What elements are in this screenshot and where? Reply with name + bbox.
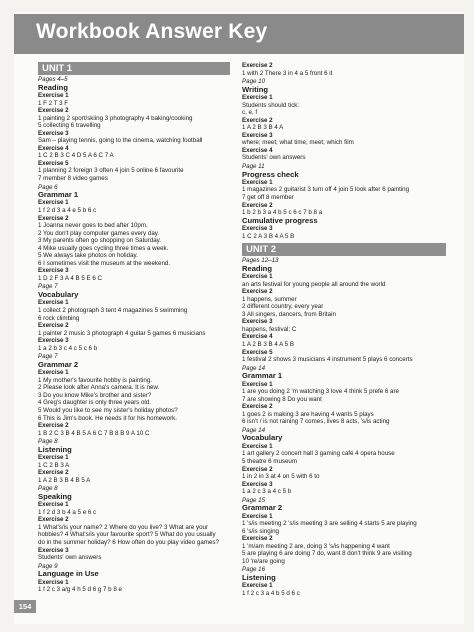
page-title: Workbook Answer Key xyxy=(36,20,268,43)
answer-line: 6 's/is singing xyxy=(242,527,279,535)
answer-line: 1 'm/am meeting 2 are, doing 3 's/is happening 4 want xyxy=(242,542,390,550)
page-reference: Page 6 xyxy=(38,183,58,191)
exercise-label: Exercise 3 xyxy=(38,337,69,345)
exercise-label: Exercise 1 xyxy=(38,369,69,377)
answer-line: 5 Would you like to see my sister's holiday photos? xyxy=(38,406,178,414)
answer-line: 1 My mother's favourite hobby is painting. xyxy=(38,376,152,384)
section-heading: Grammar 2 xyxy=(242,504,283,513)
answer-line: 1 f 2 c 3 a/g 4 h 5 d 6 g 7 b 8 e xyxy=(38,586,122,594)
exercise-label: Exercise 4 xyxy=(242,333,273,341)
answer-line: Students' own answers xyxy=(242,154,306,162)
exercise-label: Exercise 1 xyxy=(38,199,69,207)
section-heading: Reading xyxy=(38,83,68,92)
section-heading: Language in Use xyxy=(38,570,99,579)
page-reference: Page 9 xyxy=(38,562,58,570)
exercise-label: Exercise 3 xyxy=(38,129,69,137)
answer-line: do in the summer holiday? 6 How often do you play video games? xyxy=(38,538,219,546)
answer-line: 1 b 2 b 3 a 4 b 5 c 6 c 7 b 8 a xyxy=(242,209,323,217)
answer-line: Students' own answers xyxy=(38,554,102,562)
exercise-label: Exercise 1 xyxy=(242,273,273,281)
exercise-label: Exercise 4 xyxy=(38,144,69,152)
exercise-label: Exercise 2 xyxy=(38,422,69,430)
answer-line: 5 are playing 6 are doing 7 do, want 8 don't think 9 are visiting xyxy=(242,550,412,558)
page-reference: Page 10 xyxy=(242,78,266,86)
section-heading: Vocabulary xyxy=(242,434,283,443)
answer-line: 6 I sometimes visit the museum at the weekend. xyxy=(38,259,171,267)
answer-line: Students should tick: xyxy=(242,101,300,109)
section-heading: Vocabulary xyxy=(38,291,79,300)
answer-line: 1 f 2 d 3 a 4 e 5 b 6 c xyxy=(38,207,97,215)
page-reference: Page 14 xyxy=(242,426,266,434)
answer-line: 1 B 2 C 3 B 4 B 5 A 6 C 7 B 8 B 9 A 10 C xyxy=(38,429,150,437)
answer-line: 5 collecting 6 travelling xyxy=(38,122,101,130)
answer-line: happens, festival; C xyxy=(242,325,297,333)
answer-line: 1 What's/is your name? 2 Where do you live? 3 What are your xyxy=(38,523,209,531)
exercise-label: Exercise 2 xyxy=(242,465,273,473)
answer-line: 1 F 2 T 3 F xyxy=(38,99,69,107)
section-heading: Grammar 2 xyxy=(38,360,79,369)
answer-line: 1 D 2 F 3 A 4 B 5 E 6 C xyxy=(38,274,102,282)
page-reference: Page 14 xyxy=(242,364,266,372)
exercise-label: Exercise 4 xyxy=(242,146,273,154)
title-banner xyxy=(14,14,464,54)
answer-line: 1 magazines 2 guitarist 3 turn off 4 join 5 look after 6 painting xyxy=(242,186,410,194)
answer-line: 3 My parents often go shopping on Saturday. xyxy=(38,237,162,245)
answer-line: 1 Joanna never goes to bed after 10pm. xyxy=(38,222,148,230)
left-answer-column xyxy=(38,62,230,594)
unit-heading: UNIT 2 xyxy=(242,243,446,256)
exercise-label: Exercise 1 xyxy=(38,299,69,307)
section-heading: Reading xyxy=(242,264,272,273)
exercise-label: Exercise 3 xyxy=(242,480,273,488)
answer-line: 1 planning 2 foreign 3 often 4 join 5 online 6 favourite xyxy=(38,167,184,175)
exercise-label: Exercise 2 xyxy=(38,469,69,477)
unit-heading: UNIT 1 xyxy=(38,62,230,75)
exercise-label: Exercise 1 xyxy=(38,501,69,509)
exercise-label: Exercise 2 xyxy=(242,288,273,296)
answer-line: 1 are you doing 2 'm watching 3 love 4 think 5 prefe 6 are xyxy=(242,388,399,396)
answer-line: 4 Greg's daughter is only three years old. xyxy=(38,399,151,407)
page-reference: Pages 4–5 xyxy=(38,76,68,83)
exercise-label: Exercise 2 xyxy=(38,516,69,524)
answer-line: 2 You don't play computer games every day. xyxy=(38,229,160,237)
section-heading: Writing xyxy=(242,85,269,94)
exercise-label: Exercise 1 xyxy=(38,454,69,462)
exercise-label: Exercise 2 xyxy=(242,201,273,209)
answer-line: 1 festival 2 shows 3 musicians 4 instrument 5 plays 6 concerts xyxy=(242,356,413,364)
page-reference: Page 8 xyxy=(38,485,58,493)
exercise-label: Exercise 1 xyxy=(242,178,273,186)
exercise-label: Exercise 2 xyxy=(38,107,69,115)
exercise-label: Exercise 1 xyxy=(38,91,69,99)
exercise-label: Exercise 3 xyxy=(38,546,69,554)
answer-line: 1 with 2 There 3 in 4 a 5 front 6 it xyxy=(242,69,333,77)
exercise-label: Exercise 2 xyxy=(242,403,273,411)
answer-line: 1 A 2 B 3 B 4 A xyxy=(242,124,284,132)
answer-line: 1 A 2 B 3 B 4 B 5 A xyxy=(38,476,91,484)
page-reference: Page 11 xyxy=(242,162,265,170)
right-answer-column xyxy=(242,62,454,598)
answer-line: where; meet; what time, meet; which film xyxy=(242,139,354,147)
answer-line: 6 This is Jim's book. He needs it for his homework. xyxy=(38,414,177,422)
answer-line: 1 C 2 B 3 A xyxy=(38,461,70,469)
answer-line: Sam – playing tennis, going to the cinema, watching football xyxy=(38,137,203,145)
answer-line: 3 All singers, dancers, from Britain xyxy=(242,310,336,318)
exercise-label: Exercise 1 xyxy=(242,512,273,520)
answer-line: an arts festival for young people all around the world xyxy=(242,280,386,288)
exercise-label: Exercise 2 xyxy=(242,62,273,69)
exercise-label: Exercise 3 xyxy=(38,267,69,275)
answer-line: 10 're/are going xyxy=(242,557,285,565)
answer-line: 3 Do you know Mike's brother and sister? xyxy=(38,391,152,399)
section-heading: Speaking xyxy=(38,492,72,501)
answer-line: 2 Please look after Anna's camera. It is new. xyxy=(38,384,160,392)
exercise-label: Exercise 1 xyxy=(242,582,273,590)
page-reference: Page 7 xyxy=(38,283,58,291)
section-heading: Listening xyxy=(38,445,72,454)
exercise-label: Exercise 1 xyxy=(242,380,273,388)
answer-line: 1 goes 2 is making 3 are having 4 wants 5 plays xyxy=(242,410,374,418)
answer-line: 1 f 2 d 3 b 4 a 5 e 6 c xyxy=(38,508,97,516)
answer-line: hobbies? 4 What's/is your favourite sport? 5 What do you usually xyxy=(38,531,216,539)
section-heading: Cumulative progress xyxy=(242,216,318,225)
answer-line: 7 get off 8 member xyxy=(242,194,294,202)
exercise-label: Exercise 3 xyxy=(242,318,273,326)
answer-line: 1 collect 2 photograph 3 tent 4 magazines 5 swimming xyxy=(38,306,188,314)
page-reference: Pages 12–13 xyxy=(242,257,279,265)
answer-line: 5 theatre 6 museum xyxy=(242,457,298,465)
section-heading: Grammar 1 xyxy=(38,191,79,200)
answer-line: 6 rock climbing xyxy=(38,314,80,322)
answer-line: 1 C 2 A 3 B 4 A 5 B xyxy=(242,232,295,240)
answer-line: 1 C 2 B 3 C 4 D 5 A 6 C 7 A xyxy=(38,152,114,160)
section-heading: Grammar 1 xyxy=(242,372,283,381)
page-reference: Page 8 xyxy=(38,438,58,446)
answer-line: 1 's/is meeting 2 's/is meeting 3 are selling 4 starts 5 are playing xyxy=(242,520,417,528)
answer-line: 6 isn't / is not raining 7 comes, lives 8 acts, 's/is acting xyxy=(242,418,390,426)
answer-line: 2 different country, every year xyxy=(242,303,324,311)
exercise-label: Exercise 3 xyxy=(242,225,273,233)
answer-line: 4 Mike usually goes cycling three times a week. xyxy=(38,244,169,252)
answer-line: 1 a 2 b 3 c 4 c 5 c 6 b xyxy=(38,344,98,352)
answer-line: 1 in 2 in 3 at 4 on 5 with 6 to xyxy=(242,473,320,481)
answer-line: 1 happens, summer xyxy=(242,295,297,303)
exercise-label: Exercise 1 xyxy=(242,94,273,102)
exercise-label: Exercise 2 xyxy=(38,214,69,222)
section-heading: Listening xyxy=(242,574,276,583)
page-reference: Page 16 xyxy=(242,566,266,574)
exercise-label: Exercise 1 xyxy=(242,442,273,450)
page-reference: Page 7 xyxy=(38,353,58,361)
answer-line: 1 a 2 c 3 a 4 c 5 b xyxy=(242,488,292,496)
exercise-label: Exercise 2 xyxy=(242,535,273,543)
exercise-label: Exercise 5 xyxy=(242,348,273,356)
answer-line: 1 f 2 c 3 a 4 b 5 d 6 c xyxy=(242,589,300,597)
answer-line: 7 member 8 video games xyxy=(38,174,108,182)
section-heading: Progress check xyxy=(242,170,299,179)
exercise-label: Exercise 2 xyxy=(38,322,69,330)
answer-line: 7 are showing 8 Do you want xyxy=(242,395,322,403)
exercise-label: Exercise 2 xyxy=(242,116,273,124)
page-number: 154 xyxy=(14,600,36,613)
answer-line: 1 painter 2 music 3 photograph 4 guitar 5 games 6 musicians xyxy=(38,329,206,337)
answer-line: 1 art gallery 2 concert hall 3 gaming café 4 opera house xyxy=(242,450,395,458)
exercise-label: Exercise 3 xyxy=(242,131,273,139)
exercise-label: Exercise 1 xyxy=(38,578,69,586)
exercise-label: Exercise 5 xyxy=(38,159,69,167)
answer-line: 1 painting 2 sport/skiing 3 photography 4 baking/cooking xyxy=(38,114,193,122)
answer-line: 1 A 2 B 3 B 4 A 5 B xyxy=(242,341,294,349)
answer-line: 5 We always take photos on holiday. xyxy=(38,252,138,260)
answer-line: c, e, f xyxy=(242,109,258,117)
page-reference: Page 15 xyxy=(242,496,266,504)
